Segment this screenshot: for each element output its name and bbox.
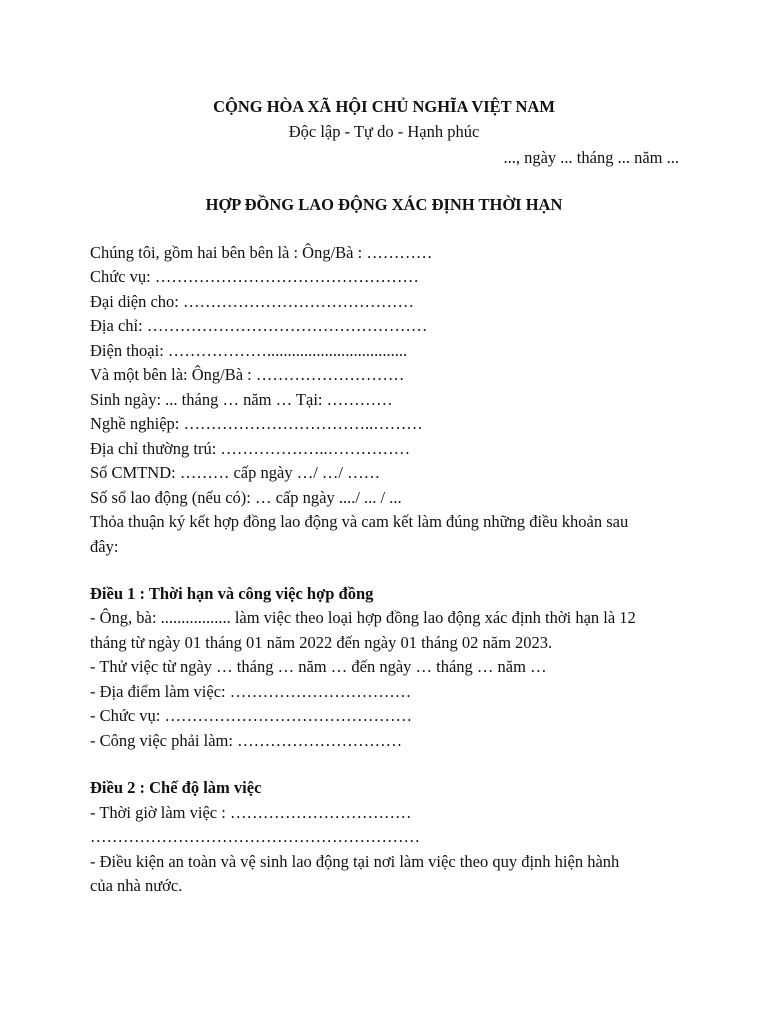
agreement-text: Thỏa thuận ký kết hợp đồng lao động và cam kết làm đúng những điều khoản sau: [90, 512, 629, 531]
party-line: Địa chỉ thường trú: ………………..……………: [90, 439, 411, 458]
party-line: Địa chỉ: ……………………………………………: [90, 316, 428, 335]
article-1-line: - Công việc phải làm: …………………………: [90, 731, 403, 750]
party-line: Sinh ngày: ... tháng … năm … Tại: …………: [90, 390, 393, 409]
country-header: CỘNG HÒA XÃ HỘI CHỦ NGHĨA VIỆT NAM: [213, 97, 555, 116]
article-2-line: - Điều kiện an toàn và vệ sinh lao động tại nơi làm việc theo quy định hiện hành: [90, 852, 620, 871]
party-line: Chúng tôi, gồm hai bên bên là : Ông/Bà : …………: [90, 243, 433, 262]
article-2-line: của nhà nước.: [90, 876, 183, 895]
date-line: ..., ngày ... tháng ... năm ...: [503, 148, 679, 167]
article-1-line: - Địa điểm làm việc: ……………………………: [90, 682, 412, 701]
party-line: Số CMTND: ……… cấp ngày …/ …/ ……: [90, 463, 381, 482]
article-2-line: - Thời giờ làm việc : ……………………………: [90, 803, 412, 822]
article-1-line: - Thử việc từ ngày … tháng … năm … đến ngày … tháng … năm …: [90, 657, 547, 676]
article-1-line: - Ông, bà: ................. làm việc theo loại hợp đồng lao động xác định thời hạn là 12: [90, 608, 636, 627]
party-line: Nghề nghiệp: ……………………………..………: [90, 414, 423, 433]
contract-title: HỢP ĐỒNG LAO ĐỘNG XÁC ĐỊNH THỜI HẠN: [205, 195, 563, 214]
motto: Độc lập - Tự do - Hạnh phúc: [288, 122, 480, 141]
article-1-line: - Chức vụ: ………………………………………: [90, 706, 412, 725]
article-2-line: ……………………………………………………: [90, 827, 420, 846]
party-line: Điện thoại: ………………..................................: [90, 341, 408, 360]
agreement-text: đây:: [90, 537, 119, 556]
party-line: Đại diện cho: ……………………………………: [90, 292, 415, 311]
article-2-heading: Điều 2 : Chế độ làm việc: [90, 778, 262, 797]
article-1-heading: Điều 1 : Thời hạn và công việc hợp đồng: [90, 584, 374, 603]
party-line: Số sổ lao động (nếu có): … cấp ngày ..../ ... / ...: [90, 488, 402, 507]
article-1-line: tháng từ ngày 01 tháng 01 năm 2022 đến ngày 01 tháng 02 năm 2023.: [90, 633, 553, 652]
party-line: Chức vụ: …………………………………………: [90, 267, 419, 286]
party-line: Và một bên là: Ông/Bà : ………………………: [90, 365, 405, 384]
